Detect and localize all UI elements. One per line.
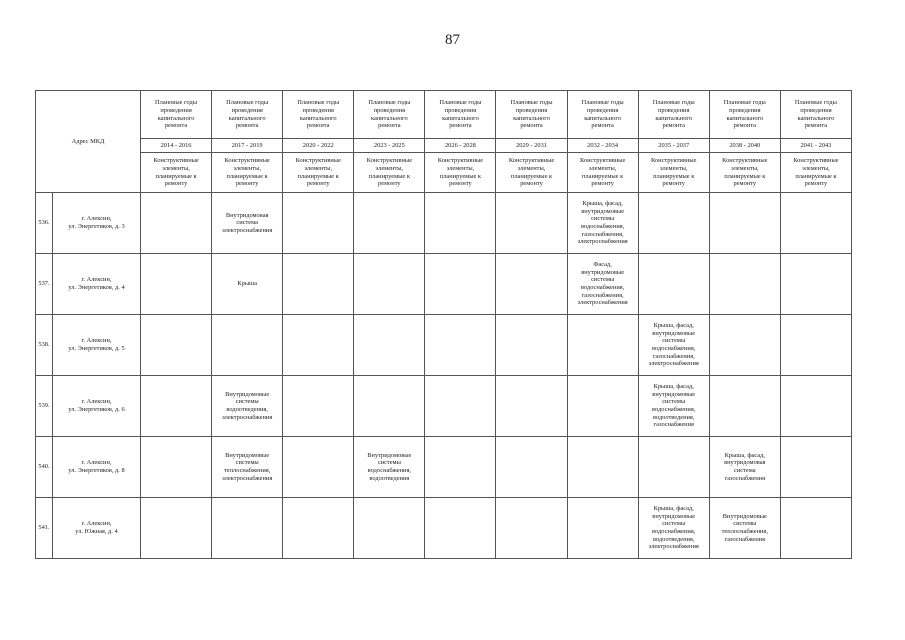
row-address: г. Алексин, ул. Энергетиков, д. 8 bbox=[53, 437, 141, 498]
repair-elements-cell bbox=[354, 315, 425, 376]
period-title: Плановые годы проведения капитального ремонта bbox=[496, 91, 567, 139]
repair-elements-cell: Внутридомовые системы теплоснабжения, электроснабжения bbox=[212, 437, 283, 498]
period-years: 2041 - 2043 bbox=[780, 139, 851, 153]
repair-elements-cell bbox=[496, 437, 567, 498]
period-elements-header: Конструктивные элементы, планируемые к ремонту bbox=[212, 153, 283, 193]
row-address: г. Алексин, ул. Энергетиков, д. 4 bbox=[53, 254, 141, 315]
repair-elements-cell bbox=[354, 376, 425, 437]
row-address: г. Алексин, ул. Энергетиков, д. 6 bbox=[53, 376, 141, 437]
repair-elements-cell bbox=[354, 193, 425, 254]
period-years: 2038 - 2040 bbox=[709, 139, 780, 153]
header-row-elements bbox=[36, 153, 852, 193]
repair-elements-cell bbox=[638, 437, 709, 498]
address-header: Адрес МКД bbox=[36, 91, 141, 193]
repair-elements-cell bbox=[709, 376, 780, 437]
period-years: 2035 - 2037 bbox=[638, 139, 709, 153]
repair-elements-cell bbox=[141, 498, 212, 559]
repair-elements-cell bbox=[141, 193, 212, 254]
repair-elements-cell bbox=[425, 193, 496, 254]
repair-elements-cell: Внутридомовая система электроснабжения bbox=[212, 193, 283, 254]
repair-elements-cell: Крыша, фасад, внутридомовые системы водоснабжения, водоотведения, электроснабжения bbox=[638, 498, 709, 559]
repair-elements-cell: Крыша, фасад, внутридомовые системы водоснабжения, газоснабжения, электроснабжения bbox=[567, 193, 638, 254]
repair-elements-cell bbox=[283, 498, 354, 559]
repair-elements-cell bbox=[780, 376, 851, 437]
header-row-titles bbox=[36, 91, 852, 139]
period-elements-header: Конструктивные элементы, планируемые к ремонту bbox=[283, 153, 354, 193]
period-years: 2026 - 2028 bbox=[425, 139, 496, 153]
repair-elements-cell bbox=[638, 254, 709, 315]
period-elements-header: Конструктивные элементы, планируемые к ремонту bbox=[709, 153, 780, 193]
repair-elements-cell: Крыша bbox=[212, 254, 283, 315]
period-title: Плановые годы проведения капитального ремонта bbox=[567, 91, 638, 139]
repair-elements-cell bbox=[567, 315, 638, 376]
repair-elements-cell bbox=[425, 315, 496, 376]
repair-elements-cell: Внутридомовые системы водоотведения, электроснабжения bbox=[212, 376, 283, 437]
repair-elements-cell: Фасад, внутридомовые системы водоснабжения, газоснабжения, электроснабжения bbox=[567, 254, 638, 315]
period-years: 2023 - 2025 bbox=[354, 139, 425, 153]
row-number: 536. bbox=[36, 193, 53, 254]
period-title: Плановые годы проведения капитального ремонта bbox=[212, 91, 283, 139]
repair-elements-cell bbox=[780, 254, 851, 315]
repair-elements-cell bbox=[283, 376, 354, 437]
table-row bbox=[36, 498, 852, 559]
repair-elements-cell bbox=[780, 437, 851, 498]
period-years: 2029 - 2031 bbox=[496, 139, 567, 153]
header-row-years bbox=[36, 139, 852, 153]
table-row bbox=[36, 315, 852, 376]
period-elements-header: Конструктивные элементы, планируемые к ремонту bbox=[496, 153, 567, 193]
repair-elements-cell bbox=[141, 437, 212, 498]
repair-elements-cell bbox=[141, 315, 212, 376]
period-title: Плановые годы проведения капитального ремонта bbox=[780, 91, 851, 139]
table-row bbox=[36, 254, 852, 315]
repair-elements-cell bbox=[141, 376, 212, 437]
period-title: Плановые годы проведения капитального ремонта bbox=[709, 91, 780, 139]
period-elements-header: Конструктивные элементы, планируемые к ремонту bbox=[780, 153, 851, 193]
repair-elements-cell bbox=[212, 498, 283, 559]
period-title: Плановые годы проведения капитального ремонта bbox=[425, 91, 496, 139]
period-years: 2032 - 2034 bbox=[567, 139, 638, 153]
period-elements-header: Конструктивные элементы, планируемые к ремонту bbox=[638, 153, 709, 193]
repair-elements-cell bbox=[496, 498, 567, 559]
period-title: Плановые годы проведения капитального ремонта bbox=[283, 91, 354, 139]
repair-elements-cell bbox=[283, 254, 354, 315]
row-number: 541. bbox=[36, 498, 53, 559]
capital-repair-table bbox=[35, 90, 852, 559]
repair-elements-cell bbox=[780, 498, 851, 559]
repair-elements-cell bbox=[780, 315, 851, 376]
repair-elements-cell bbox=[283, 315, 354, 376]
repair-elements-cell bbox=[354, 254, 425, 315]
period-elements-header: Конструктивные элементы, планируемые к ремонту bbox=[141, 153, 212, 193]
repair-elements-cell bbox=[425, 376, 496, 437]
repair-elements-cell: Внутридомовые системы водоснабжения, водоотведения bbox=[354, 437, 425, 498]
repair-elements-cell bbox=[709, 315, 780, 376]
repair-elements-cell bbox=[780, 193, 851, 254]
row-number: 537. bbox=[36, 254, 53, 315]
repair-elements-cell bbox=[212, 315, 283, 376]
repair-elements-cell: Внутридомовые системы теплоснабжения, газоснабжения bbox=[709, 498, 780, 559]
repair-elements-cell bbox=[496, 193, 567, 254]
repair-elements-cell: Крыша, фасад, внутридомовые системы водоснабжения, водоотведения, газоснабжения bbox=[638, 376, 709, 437]
repair-elements-cell bbox=[496, 254, 567, 315]
row-number: 538. bbox=[36, 315, 53, 376]
repair-elements-cell: Крыша, фасад, внутридомовые системы водоснабжения, газоснабжения, электроснабжения bbox=[638, 315, 709, 376]
repair-elements-cell bbox=[141, 254, 212, 315]
repair-elements-cell bbox=[567, 376, 638, 437]
table-row bbox=[36, 437, 852, 498]
period-title: Плановые годы проведения капитального ремонта bbox=[354, 91, 425, 139]
period-title: Плановые годы проведения капитального ремонта bbox=[638, 91, 709, 139]
period-elements-header: Конструктивные элементы, планируемые к ремонту bbox=[567, 153, 638, 193]
period-elements-header: Конструктивные элементы, планируемые к ремонту bbox=[354, 153, 425, 193]
repair-elements-cell bbox=[425, 254, 496, 315]
table-row bbox=[36, 376, 852, 437]
period-title: Плановые годы проведения капитального ремонта bbox=[141, 91, 212, 139]
repair-elements-cell: Крыша, фасад, внутридомовая система газоснабжения bbox=[709, 437, 780, 498]
period-years: 2017 - 2019 bbox=[212, 139, 283, 153]
row-number: 540. bbox=[36, 437, 53, 498]
table-row bbox=[36, 193, 852, 254]
repair-elements-cell bbox=[354, 498, 425, 559]
period-years: 2020 - 2022 bbox=[283, 139, 354, 153]
row-number: 539. bbox=[36, 376, 53, 437]
page-number: 87 bbox=[445, 32, 460, 48]
row-address: г. Алексин, ул. Южная, д. 4 bbox=[53, 498, 141, 559]
repair-elements-cell bbox=[567, 498, 638, 559]
repair-elements-cell bbox=[425, 437, 496, 498]
repair-elements-cell bbox=[638, 193, 709, 254]
repair-elements-cell bbox=[709, 254, 780, 315]
period-years: 2014 - 2016 bbox=[141, 139, 212, 153]
repair-elements-cell bbox=[425, 498, 496, 559]
row-address: г. Алексин, ул. Энергетиков, д. 5 bbox=[53, 315, 141, 376]
repair-elements-cell bbox=[283, 437, 354, 498]
repair-elements-cell bbox=[709, 193, 780, 254]
repair-elements-cell bbox=[496, 376, 567, 437]
repair-elements-cell bbox=[283, 193, 354, 254]
row-address: г. Алексин, ул. Энергетиков, д. 3 bbox=[53, 193, 141, 254]
repair-elements-cell bbox=[567, 437, 638, 498]
repair-elements-cell bbox=[496, 315, 567, 376]
period-elements-header: Конструктивные элементы, планируемые к ремонту bbox=[425, 153, 496, 193]
